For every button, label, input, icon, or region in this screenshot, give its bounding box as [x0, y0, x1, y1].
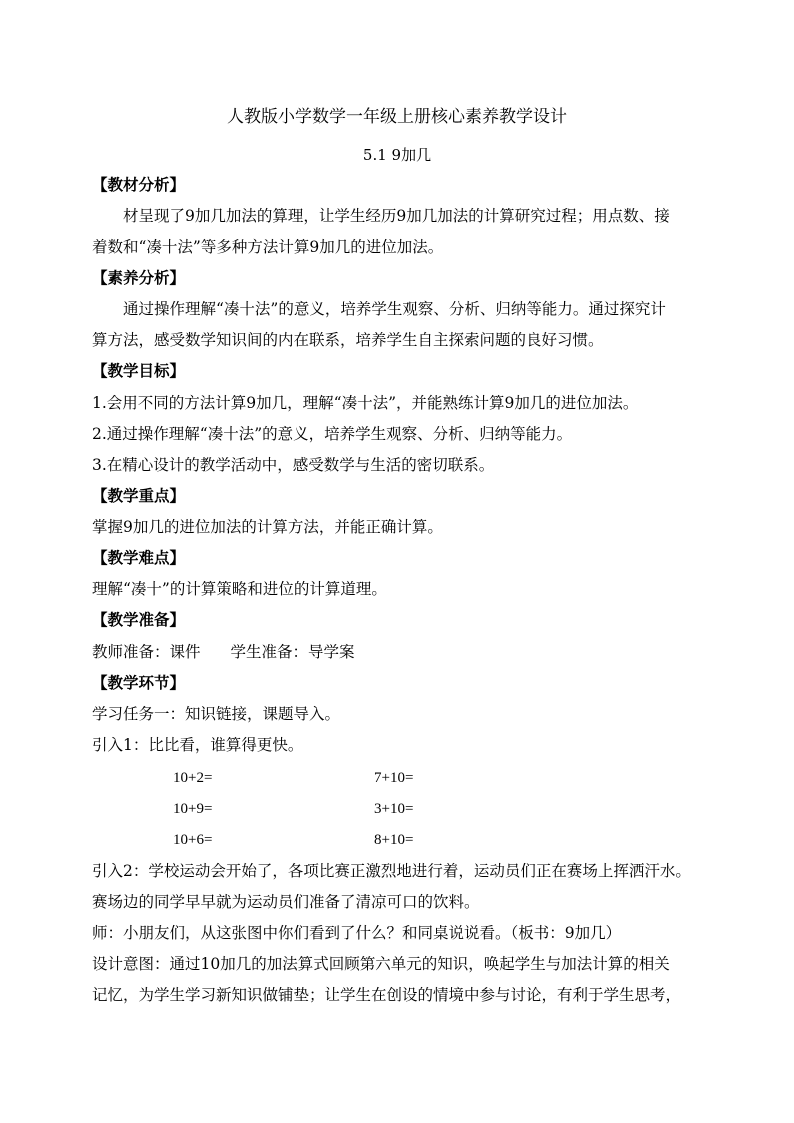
formula-right: 7+10=	[374, 770, 414, 786]
section-heading-literacy-analysis: 【素养分析】	[92, 268, 186, 287]
paragraph-line: 着数和“凑十法”等多种方法计算9加几的进位加法。	[92, 238, 444, 256]
paragraph-line: 材呈现了9加几加法的算理，让学生经历9加几加法的计算研究过程；用点数、接	[123, 207, 670, 225]
preparation-line	[92, 642, 712, 662]
document-subtitle: 5.1 9加几	[362, 146, 432, 164]
teacher-preparation: 教师准备：课件	[92, 643, 201, 661]
formula-left: 10+2=	[173, 770, 213, 786]
difficult-points-text: 理解“凑十”的计算策略和进位的计算道理。	[92, 580, 387, 598]
section-heading-process: 【教学环节】	[92, 673, 186, 692]
section-heading-textbook-analysis: 【教材分析】	[92, 175, 186, 194]
design-intent-line: 记忆，为学生学习新知识做铺垫；让学生在创设的情境中参与讨论，有利于学生思考，	[92, 986, 682, 1004]
section-heading-difficult-points: 【教学难点】	[92, 548, 186, 567]
design-intent-line: 设计意图：通过10加几的加法算式回顾第六单元的知识，唤起学生与加法计算的相关	[92, 955, 670, 973]
goal-item: 1.会用不同的方法计算9加几，理解“凑十法”，并能熟练计算9加几的进位加法。	[92, 394, 639, 412]
key-points-text: 掌握9加几的进位加法的计算方法，并能正确计算。	[92, 518, 443, 536]
intro-2-line: 赛场边的同学早早就为运动员们准备了清凉可口的饮料。	[92, 893, 480, 911]
formula-right: 3+10=	[374, 801, 414, 817]
section-heading-preparation: 【教学准备】	[92, 610, 186, 629]
intro-1: 引入1：比比看，谁算得更快。	[92, 736, 304, 754]
formula-left: 10+9=	[173, 801, 213, 817]
intro-2-line: 引入2：学校运动会开始了，各项比赛正激烈地进行着，运动员们正在赛场上挥洒汗水。	[92, 862, 691, 880]
paragraph-line: 算方法，感受数学知识间的内在联系，培养学生自主探索问题的良好习惯。	[92, 331, 604, 349]
formula-left: 10+6=	[173, 832, 213, 848]
teacher-question: 师：小朋友们，从这张图中你们看到了什么？和同桌说说看。（板书：9加几）	[92, 924, 622, 942]
formula-right: 8+10=	[374, 832, 414, 848]
student-preparation: 学生准备：导学案	[230, 643, 355, 661]
paragraph-line: 通过操作理解“凑十法”的意义，培养学生观察、分析、归纳等能力。通过探究计	[123, 300, 666, 318]
goal-item: 3.在精心设计的教学活动中，感受数学与生活的密切联系。	[92, 456, 495, 474]
section-heading-teaching-goals: 【教学目标】	[92, 361, 186, 380]
document-title: 人教版小学数学一年级上册核心素养教学设计	[227, 107, 567, 127]
learning-task-1: 学习任务一：知识链接，课题导入。	[92, 705, 341, 723]
goal-item: 2.通过操作理解“凑十法”的意义，培养学生观察、分析、归纳等能力。	[92, 425, 573, 443]
section-heading-key-points: 【教学重点】	[92, 486, 186, 505]
